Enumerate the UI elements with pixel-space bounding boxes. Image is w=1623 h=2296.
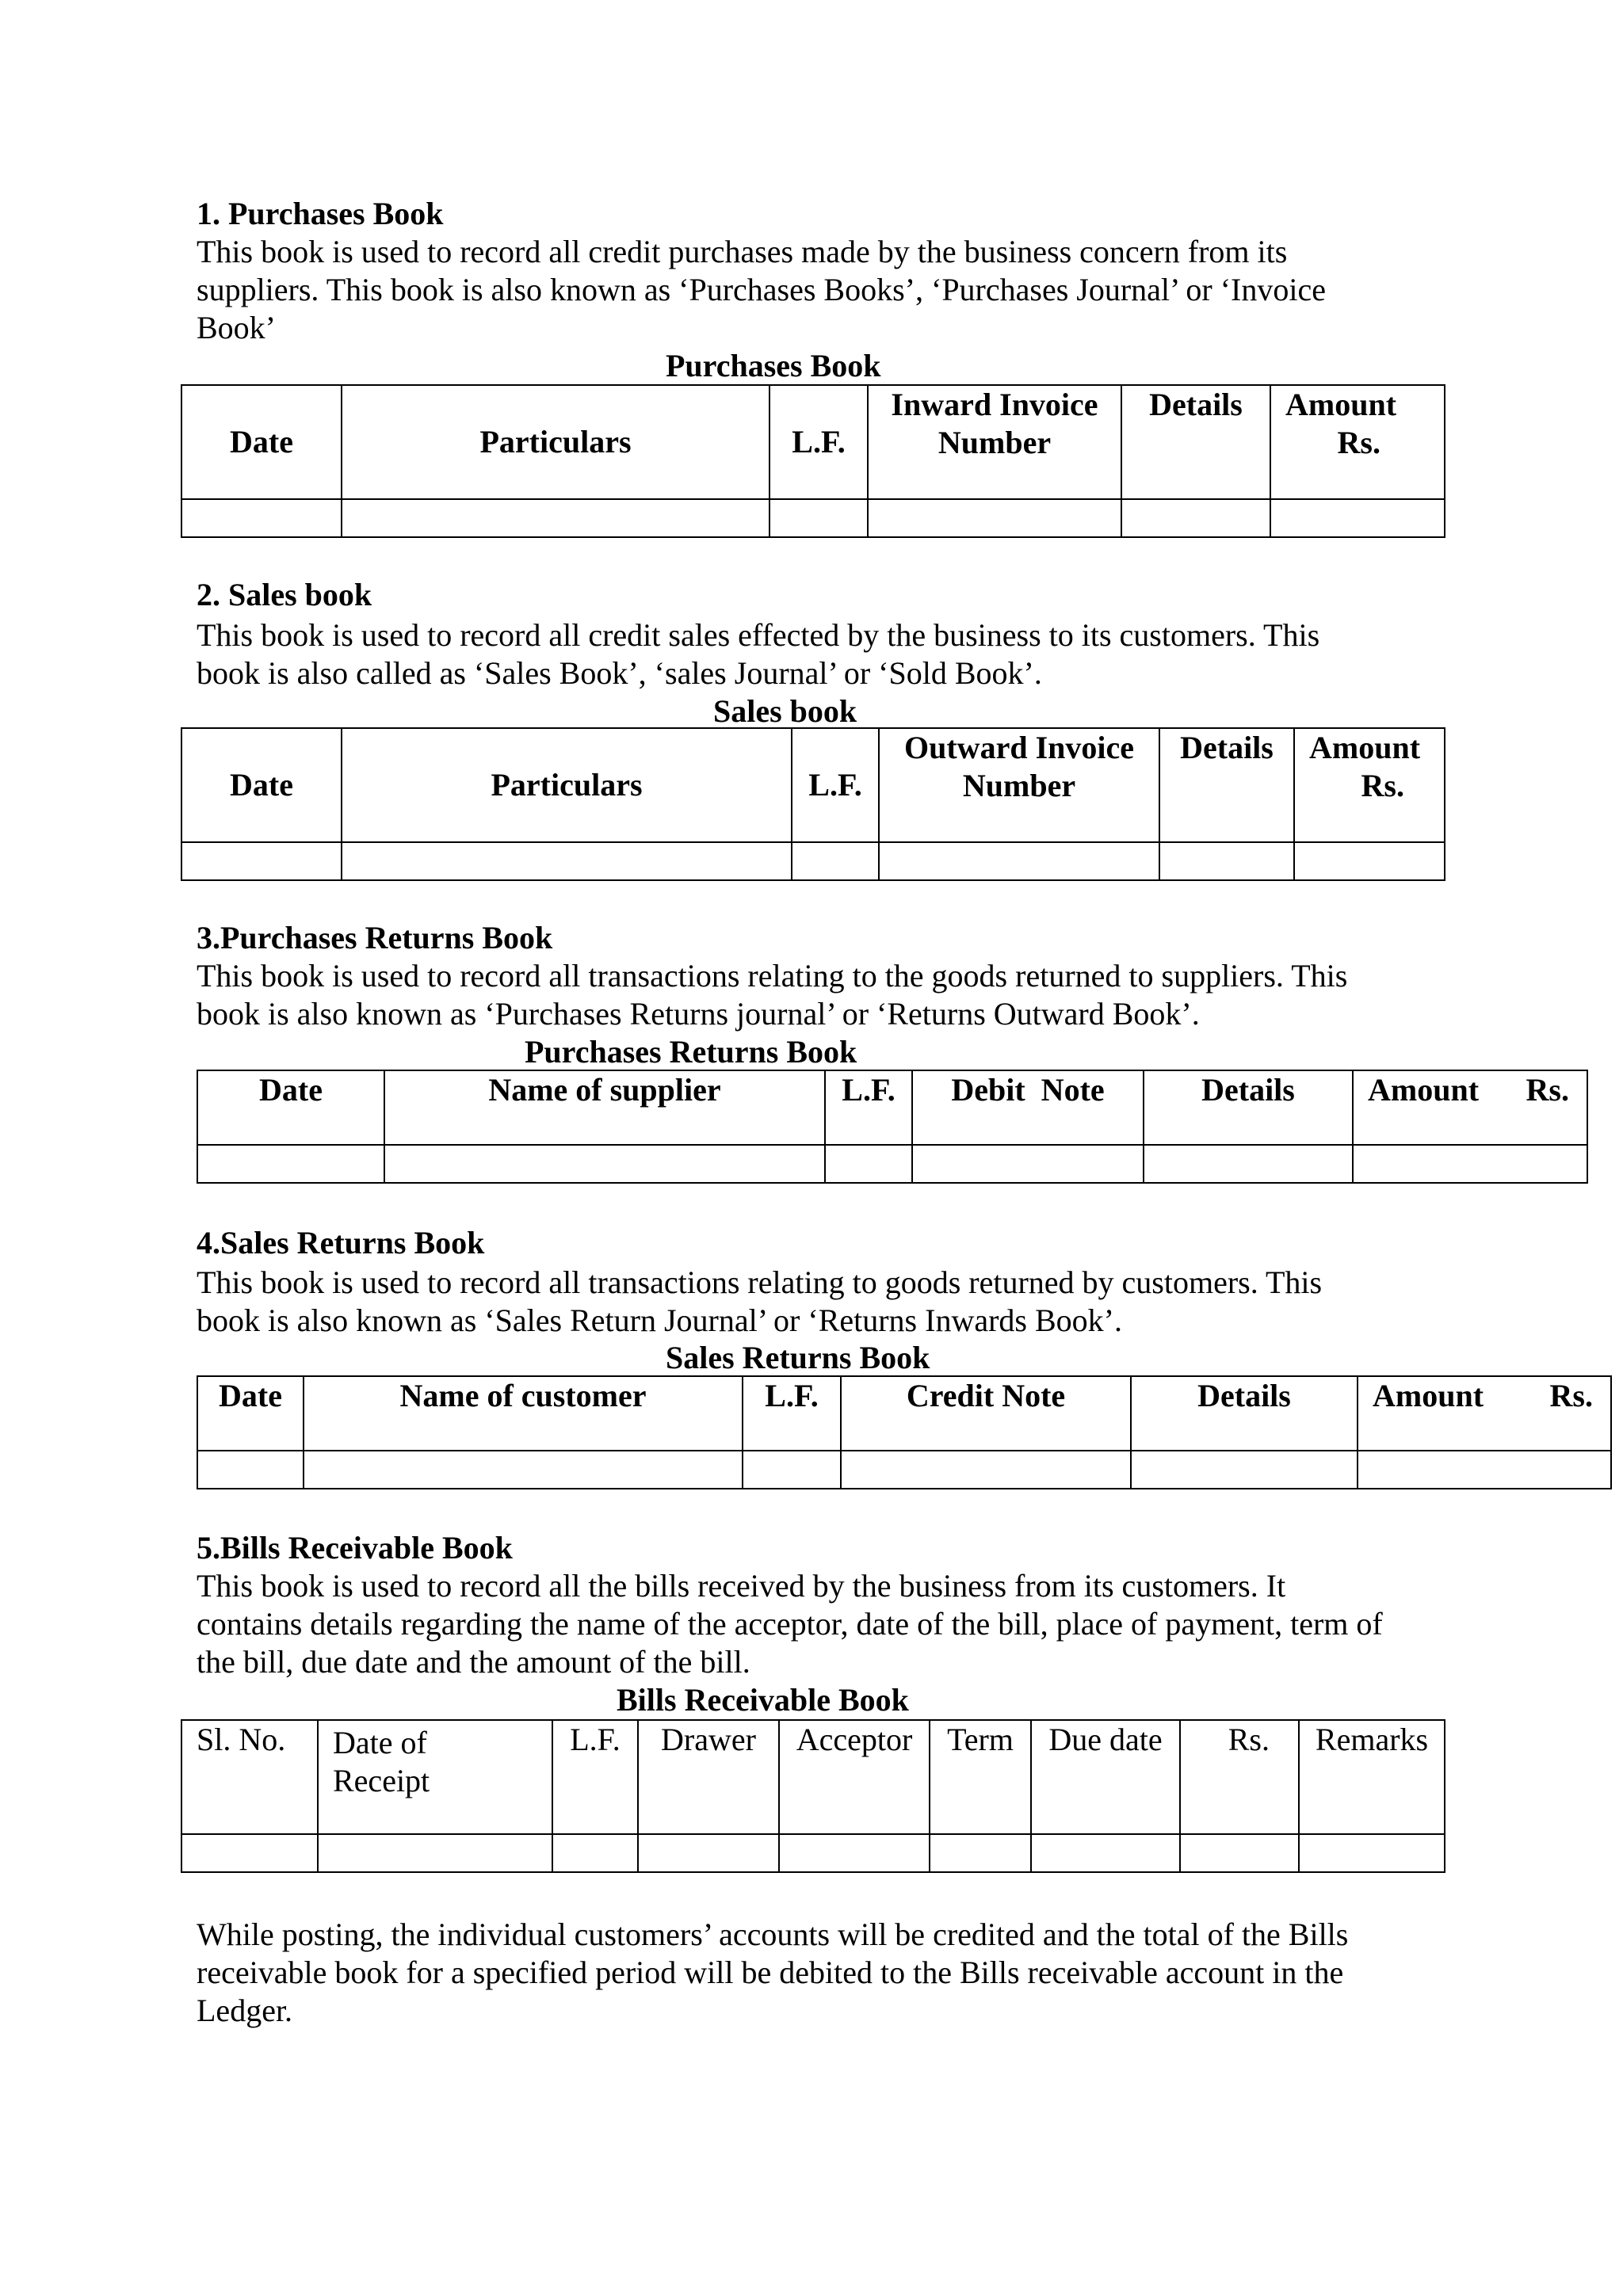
table-header-row	[197, 1376, 1611, 1451]
sales-returns-table	[197, 1375, 1612, 1489]
column-header: Drawer	[638, 1720, 779, 1834]
table-header-row	[181, 728, 1445, 842]
column-header	[868, 385, 1121, 499]
paragraph-line: This book is used to record all the bills received by the business from its customers. It	[197, 1568, 1286, 1604]
paragraph-line: This book is used to record all credit sales effected by the business to its customers. This	[197, 617, 1320, 653]
paragraph-line: This book is used to record all transactions relating to the goods returned to suppliers. This	[197, 958, 1348, 994]
column-header-line: Number	[938, 425, 1052, 460]
table-header-row	[181, 1720, 1445, 1834]
column-header: Sl. No.	[181, 1720, 318, 1834]
column-header: Credit Note	[841, 1376, 1131, 1451]
column-header	[318, 1720, 552, 1834]
column-header	[879, 728, 1159, 842]
table-header-row	[197, 1070, 1587, 1145]
column-header-line: Amount	[1368, 1072, 1480, 1108]
column-header: Date	[197, 1070, 384, 1145]
column-header: Date	[181, 728, 342, 842]
column-header: Particulars	[342, 385, 769, 499]
table-title: Sales Returns Book	[666, 1340, 930, 1375]
sales-book-table	[181, 727, 1445, 881]
purchases-book-table	[181, 384, 1445, 538]
column-header	[1353, 1070, 1587, 1145]
column-header-line: Number	[962, 768, 1076, 803]
column-header-line: Outward Invoice	[904, 730, 1134, 765]
column-header: Name of customer	[304, 1376, 743, 1451]
paragraph-line: This book is used to record all transactions relating to goods returned by customers. This	[197, 1264, 1323, 1300]
table-row	[197, 1451, 1611, 1489]
purchases-returns-table	[197, 1070, 1588, 1184]
section-heading: 2. Sales book	[197, 577, 372, 612]
column-header	[1358, 1376, 1611, 1451]
column-header-line: Inward Invoice	[891, 387, 1098, 422]
column-header: Details	[1121, 385, 1270, 499]
table-row	[197, 1145, 1587, 1183]
column-header: Debit Note	[912, 1070, 1144, 1145]
section-heading: 4.Sales Returns Book	[197, 1225, 485, 1261]
paragraph-line: contains details regarding the name of the acceptor, date of the bill, place of payment, term of	[197, 1606, 1383, 1642]
column-header-line: Rs.	[1361, 768, 1404, 803]
column-header: Details	[1159, 728, 1294, 842]
column-header-line: Rs.	[1337, 425, 1381, 460]
column-header: Details	[1144, 1070, 1353, 1145]
column-header: Acceptor	[779, 1720, 930, 1834]
column-header-line: Rs.	[1526, 1072, 1569, 1108]
column-header: Details	[1131, 1376, 1358, 1451]
paragraph-line: Book’	[197, 310, 276, 345]
column-header-line: Date of	[333, 1725, 427, 1760]
column-header: Term	[930, 1720, 1031, 1834]
column-header: L.F.	[769, 385, 868, 499]
closing-line: While posting, the individual customers’ accounts will be credited and the total of the Bills	[197, 1917, 1349, 1952]
column-header: Remarks	[1299, 1720, 1445, 1834]
paragraph-line: suppliers. This book is also known as ‘Purchases Books’, ‘Purchases Journal’ or ‘Invoice	[197, 272, 1326, 307]
column-header: L.F.	[825, 1070, 912, 1145]
column-header: Date	[197, 1376, 304, 1451]
column-header: Date	[181, 385, 342, 499]
column-header	[1294, 728, 1445, 842]
table-row	[181, 1834, 1445, 1872]
table-row	[181, 499, 1445, 537]
column-header: L.F.	[552, 1720, 638, 1834]
column-header: Due date	[1031, 1720, 1180, 1834]
paragraph-line: the bill, due date and the amount of the bill.	[197, 1644, 750, 1680]
paragraph-line: book is also called as ‘Sales Book’, ‘sales Journal’ or ‘Sold Book’.	[197, 655, 1042, 691]
bills-receivable-table	[181, 1719, 1445, 1873]
column-header: L.F.	[792, 728, 879, 842]
table-title: Sales book	[713, 693, 857, 729]
table-header-row	[181, 385, 1445, 499]
column-header-line: Rs.	[1549, 1378, 1593, 1413]
column-header-line: Amount	[1373, 1378, 1484, 1413]
column-header-line: Receipt	[333, 1763, 430, 1798]
column-header	[1270, 385, 1445, 499]
column-header: L.F.	[743, 1376, 841, 1451]
paragraph-line: This book is used to record all credit purchases made by the business concern from its	[197, 234, 1288, 269]
column-header: Rs.	[1180, 1720, 1299, 1834]
column-header-line: Amount	[1285, 387, 1397, 422]
column-header: Name of supplier	[384, 1070, 825, 1145]
column-header-line: Amount	[1309, 730, 1421, 765]
section-heading: 5.Bills Receivable Book	[197, 1530, 513, 1566]
table-row	[181, 842, 1445, 880]
column-header: Particulars	[342, 728, 792, 842]
paragraph-line: book is also known as ‘Purchases Returns journal’ or ‘Returns Outward Book’.	[197, 996, 1200, 1032]
table-title: Bills Receivable Book	[617, 1682, 909, 1718]
closing-line: Ledger.	[197, 1993, 293, 2028]
section-heading: 1. Purchases Book	[197, 196, 444, 231]
paragraph-line: book is also known as ‘Sales Return Journal’ or ‘Returns Inwards Book’.	[197, 1302, 1122, 1338]
table-title: Purchases Book	[666, 348, 881, 383]
section-heading: 3.Purchases Returns Book	[197, 920, 553, 955]
table-title: Purchases Returns Book	[525, 1034, 857, 1070]
closing-line: receivable book for a specified period will be debited to the Bills receivable account in the	[197, 1955, 1344, 1990]
